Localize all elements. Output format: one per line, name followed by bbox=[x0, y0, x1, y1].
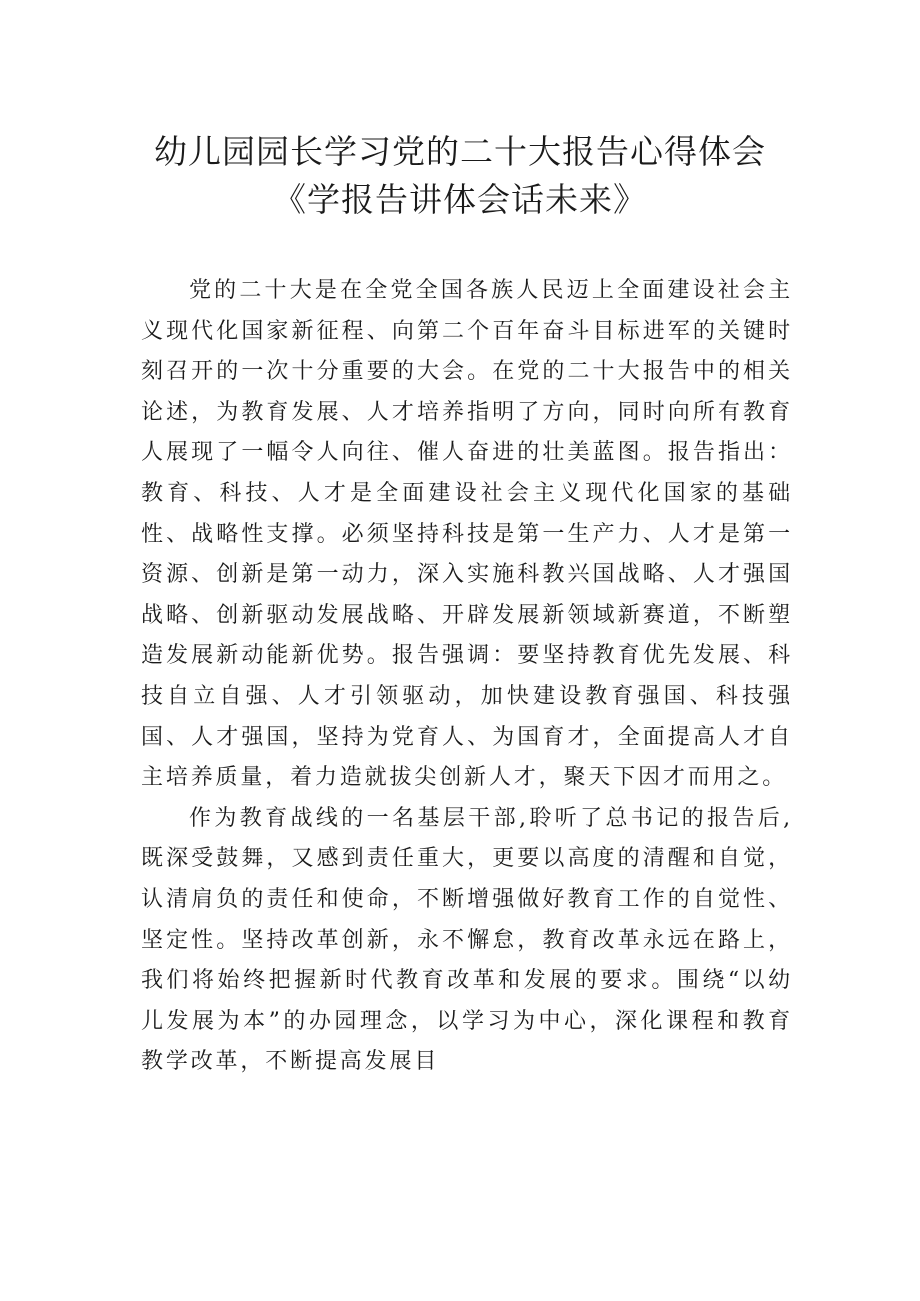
title-line-subtitle: 《学报告讲体会话未来》 bbox=[273, 180, 647, 219]
document-body bbox=[141, 271, 793, 1083]
body-paragraph-2: 作为教育战线的一名基层干部,聆听了总书记的报告后,既深受鼓舞，又感到责任重大，更要以高度的清醒和自觉，认清肩负的责任和使命，不断增强做好教育工作的自觉性、坚定性。坚持改革创新，永不懈怠，教育改革永远在路上，我们将始终把握新时代教育改革和发展的要求。围绕“以幼儿发展为本”的办园理念，以学习为中心，深化课程和教育教学改革，不断提高发展目 bbox=[141, 805, 793, 1075]
title-line-main: 幼儿园园长学习党的二十大报告心得体会 bbox=[154, 132, 766, 171]
document-title bbox=[0, 128, 920, 224]
body-paragraph-1: 党的二十大是在全党全国各族人民迈上全面建设社会主义现代化国家新征程、向第二个百年奋斗目标进军的关键时刻召开的一次十分重要的大会。在党的二十大报告中的相关论述，为教育发展、人才培养指明了方向，同时向所有教育人展现了一幅令人向往、催人奋进的壮美蓝图。报告指出：教育、科技、人才是全面建设社会主义现代化国家的基础性、战略性支撑。必须坚持科技是第一生产力、人才是第一资源、创新是第一动力，深入实施科教兴国战略、人才强国战略、创新驱动发展战略、开辟发展新领域新赛道，不断塑造发展新动能新优势。报告强调：要坚持教育优先发展、科技自立自强、人才引领驱动，加快建设教育强国、科技强国、人才强国，坚持为党育人、为国育才，全面提高人才自主培养质量，着力造就拔尖创新人才，聚天下因才而用之。 bbox=[141, 278, 793, 791]
